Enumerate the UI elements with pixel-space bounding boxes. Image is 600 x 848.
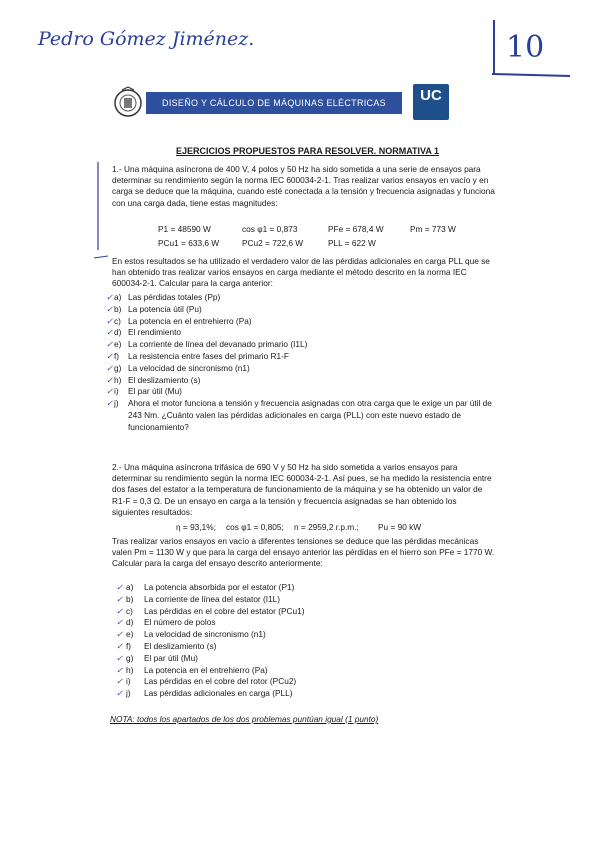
list-item: ✓ e) La velocidad de sincronismo (n1)	[116, 629, 266, 640]
value-cos-phi1: cos φ1 = 0,805;	[226, 522, 284, 532]
value-pll: PLL = 622 W	[328, 238, 376, 248]
uc-logo: UC	[413, 84, 449, 120]
problem1-second: En estos resultados se ha utilizado el verdadero valor de las pérdidas adicionales en carga PLL que se han obtenido tras realizar varios ensayos en carga mediante el método descrito en la norma IEC 600034-2-1. Calcular para la carga anterior:	[112, 256, 490, 289]
list-item: ✓ a) Las pérdidas totales (Pp)	[106, 292, 221, 302]
list-item: ✓ f) La resistencia entre fases del primario R1-F	[106, 350, 289, 361]
list-item: ✓ d) El número de polos	[116, 617, 216, 628]
value-p1: P1 = 48590 W	[158, 224, 211, 234]
university-crest-icon	[113, 86, 143, 120]
list-item: ✓ i) El par útil (Mu)	[106, 386, 182, 397]
page-title: EJERCICIOS PROPUESTOS PARA RESOLVER. NORMATIVA 1	[176, 146, 440, 156]
grading-note: NOTA: todos los apartados de los dos problemas puntúan igual (1 punto)	[110, 714, 379, 724]
list-item: ✓ j) Las pérdidas adicionales en carga (PLL)	[116, 688, 293, 699]
problem2-second: Tras realizar varios ensayos en vacío a diferentes tensiones se deduce que las pérdidas mecánicas valen Pm = 1130 W y que para la carga del ensayo anterior las pérdidas en el hierro son PFe = 1770 W. Calcular para la carga del ensayo descrito anteriormente:	[112, 536, 495, 569]
value-pcu2: PCu2 = 722,6 W	[242, 238, 304, 248]
list-item: ✓ h) El deslizamiento (s)	[106, 374, 201, 385]
problem2-intro: 2.- Una máquina asíncrona trifásica de 690 V y 50 Hz ha sido sometida a varios ensayos para determinar su rendimiento según la norma IEC 600034-2-1. Así pues, se ha medido la resistencia entre dos fases del estator a la temperatura de funcionamiento de la máquina y se ha obtenido un valor de R1-F = 0,3 Ω. De un ensayo en carga a la tensión y frecuencia asignadas se han obtenido los siguientes resultados:	[112, 462, 492, 517]
problem1-intro: 1.- Una máquina asíncrona de 400 V, 4 polos y 50 Hz ha sido sometida a una serie de ensayos para determinar su rendimiento según la norma IEC 600034-2-1. Tras realizar varios ensayos en vacío y en carga se deduce que la máquina, cuando esté conectada a la tensión y frecuencia asignadas y funciona con una carga dada, tiene estas magnitudes:	[112, 164, 495, 208]
margin-mark-problem1	[92, 158, 112, 268]
list-item: ✓ g) El par útil (Mu)	[116, 652, 198, 663]
list-item: ✓ b) La potencia útil (Pu)	[106, 303, 202, 314]
list-item: ✓ b) La corriente de línea del estator (I1L)	[116, 593, 281, 604]
list-item: ✓ f) El deslizamiento (s)	[116, 640, 217, 651]
list-item: ✓ c) Las pérdidas en el cobre del estator (PCu1)	[116, 605, 305, 616]
list-item: ✓ c) La potencia en el entrehierro (Pa)	[106, 315, 252, 326]
course-banner: DISEÑO Y CÁLCULO DE MÁQUINAS ELÉCTRICAS	[146, 92, 402, 114]
value-pm: Pm = 773 W	[410, 224, 456, 234]
list-item: ✓ g) La velocidad de sincronismo (n1)	[106, 362, 250, 373]
value-pu: Pu = 90 kW	[378, 522, 422, 532]
value-pfe: PFe = 678,4 W	[328, 224, 384, 234]
list-item: ✓ d) El rendimiento	[106, 327, 182, 338]
value-pcu1: PCu1 = 633,6 W	[158, 238, 220, 248]
list-item: ✓ h) La potencia en el entrehierro (Pa)	[116, 664, 268, 675]
grade-value: 10	[506, 30, 545, 65]
list-item: ✓ e) La corriente de línea del devanado primario (I1L)	[106, 339, 308, 350]
value-speed: n = 2959,2 r.p.m.;	[294, 522, 359, 532]
problem1-list	[106, 292, 498, 434]
list-item: ✓ j) Ahora el motor funciona a tensión y frecuencia asignadas con otra carga que le exige un par útil de 243 Nm. ¿Cuánto valen las pérdidas adicionales en carga (PLL) con este nuevo estado de funcionamiento?	[106, 398, 492, 432]
student-name: Pedro Gómez Jiménez.	[38, 28, 255, 50]
value-efficiency: η = 93,1%;	[176, 522, 216, 532]
list-item: ✓ i) Las pérdidas en el cobre del rotor (PCu2)	[116, 676, 297, 687]
problem2-list	[116, 582, 496, 700]
value-cos-phi1: cos φ1 = 0,873	[242, 224, 298, 234]
list-item: ✓ a) La potencia absorbida por el estator (P1)	[116, 582, 295, 592]
